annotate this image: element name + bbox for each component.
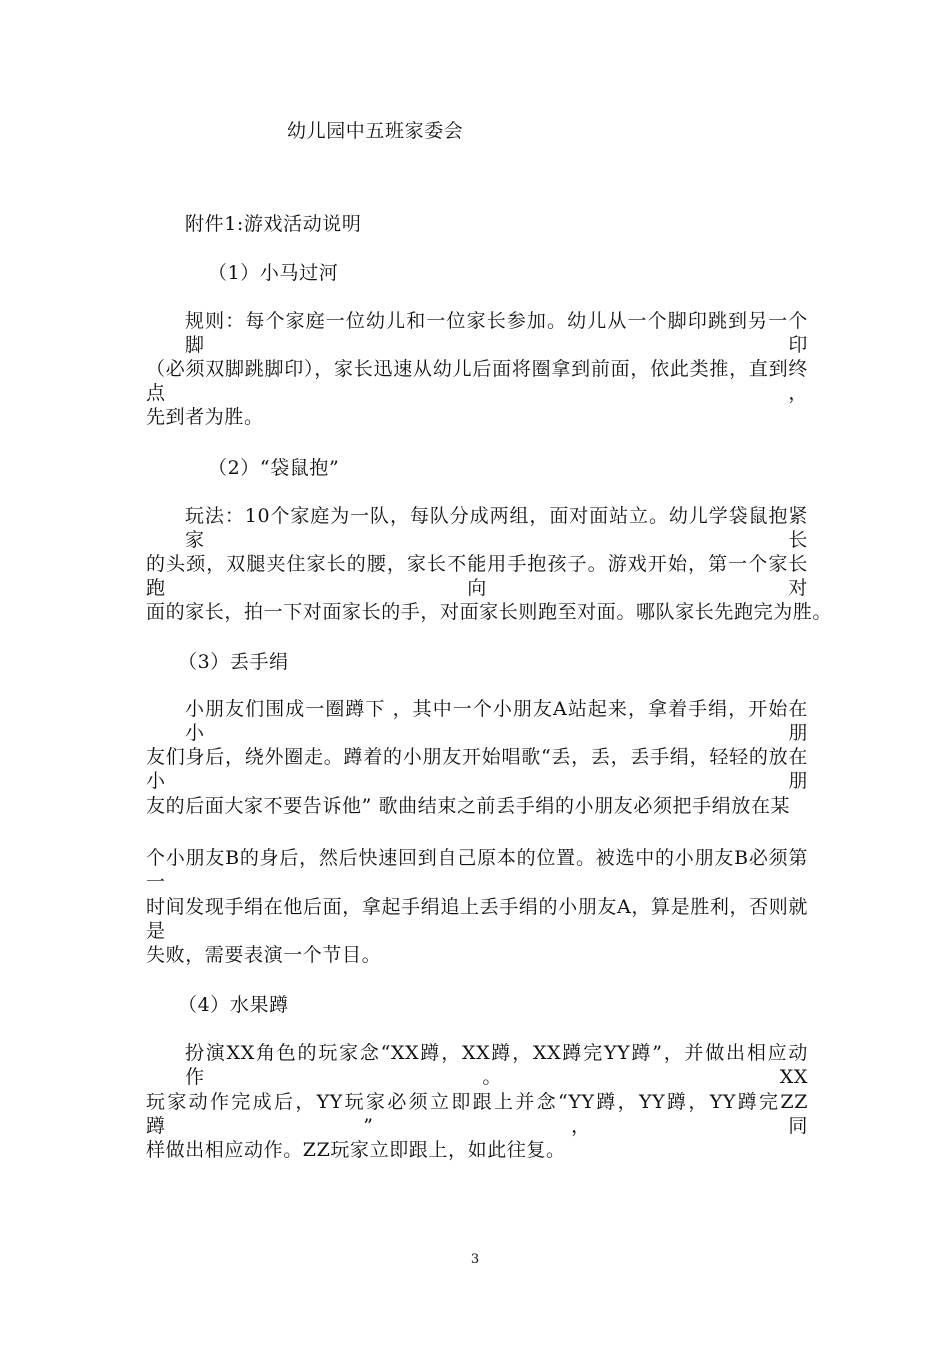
paragraph-line: 样做出相应动作。ZZ玩家立即跟上，如此往复。 — [146, 1139, 566, 1161]
section-heading: （1）小马过河 — [208, 262, 339, 284]
paragraph-line: 先到者为胜。 — [146, 406, 264, 428]
paragraph-line: 小朋友们围成一圈蹲下 ，其中一个小朋友A站起来，拿着手绢，开始在小朋 — [185, 698, 808, 744]
paragraph-line: 玩家动作完成后，YY玩家必须立即跟上并念“YY蹲，YY蹲，YY蹲完ZZ蹲”，同 — [146, 1091, 808, 1137]
paragraph-line: 扮演XX角色的玩家念“XX蹲，XX蹲，XX蹲完YY蹲”，并做出相应动作。XX — [185, 1042, 808, 1088]
paragraph-line: 的头颈，双腿夹住家长的腰，家长不能用手抱孩子。游戏开始，第一个家长跑向对 — [146, 553, 808, 599]
paragraph-line: 玩法：10个家庭为一队，每队分成两组，面对面站立。幼儿学袋鼠抱紧家长 — [185, 505, 808, 551]
section-heading: （2）“袋鼠抱” — [208, 457, 340, 479]
paragraph-line: 友的后面大家不要告诉他” 歌曲结束之前丢手绢的小朋友必须把手绢放在某 — [146, 795, 791, 817]
paragraph-line: 失败，需要表演一个节目。 — [146, 944, 382, 966]
attachment-title: 附件1:游戏活动说明 — [185, 213, 362, 235]
page-number: 3 — [470, 1252, 480, 1267]
paragraph-line: 个小朋友B的身后，然后快速回到自己原本的位置。被选中的小朋友B必须第一 — [146, 847, 808, 893]
committee-signature: 幼儿园中五班家委会 — [287, 120, 464, 142]
paragraph-line: （必须双脚跳脚印），家长迅速从幼儿后面将圈拿到前面，依此类推，直到终点， — [146, 358, 808, 404]
paragraph-line: 面的家长，拍一下对面家长的手，对面家长则跑至对面。哪队家长先跑完为胜。 — [146, 601, 833, 623]
section-heading: （3）丢手绢 — [178, 651, 289, 673]
paragraph-line: 友们身后，绕外圈走。蹲着的小朋友开始唱歌“丢，丢，丢手绢，轻轻的放在小朋 — [146, 746, 808, 792]
paragraph-line: 规则：每个家庭一位幼儿和一位家长参加。幼儿从一个脚印跳到另一个脚印 — [185, 310, 808, 356]
paragraph-line: 时间发现手绢在他后面，拿起手绢追上丢手绢的小朋友A，算是胜利，否则就是 — [146, 896, 808, 942]
section-heading: （4）水果蹲 — [178, 994, 289, 1016]
